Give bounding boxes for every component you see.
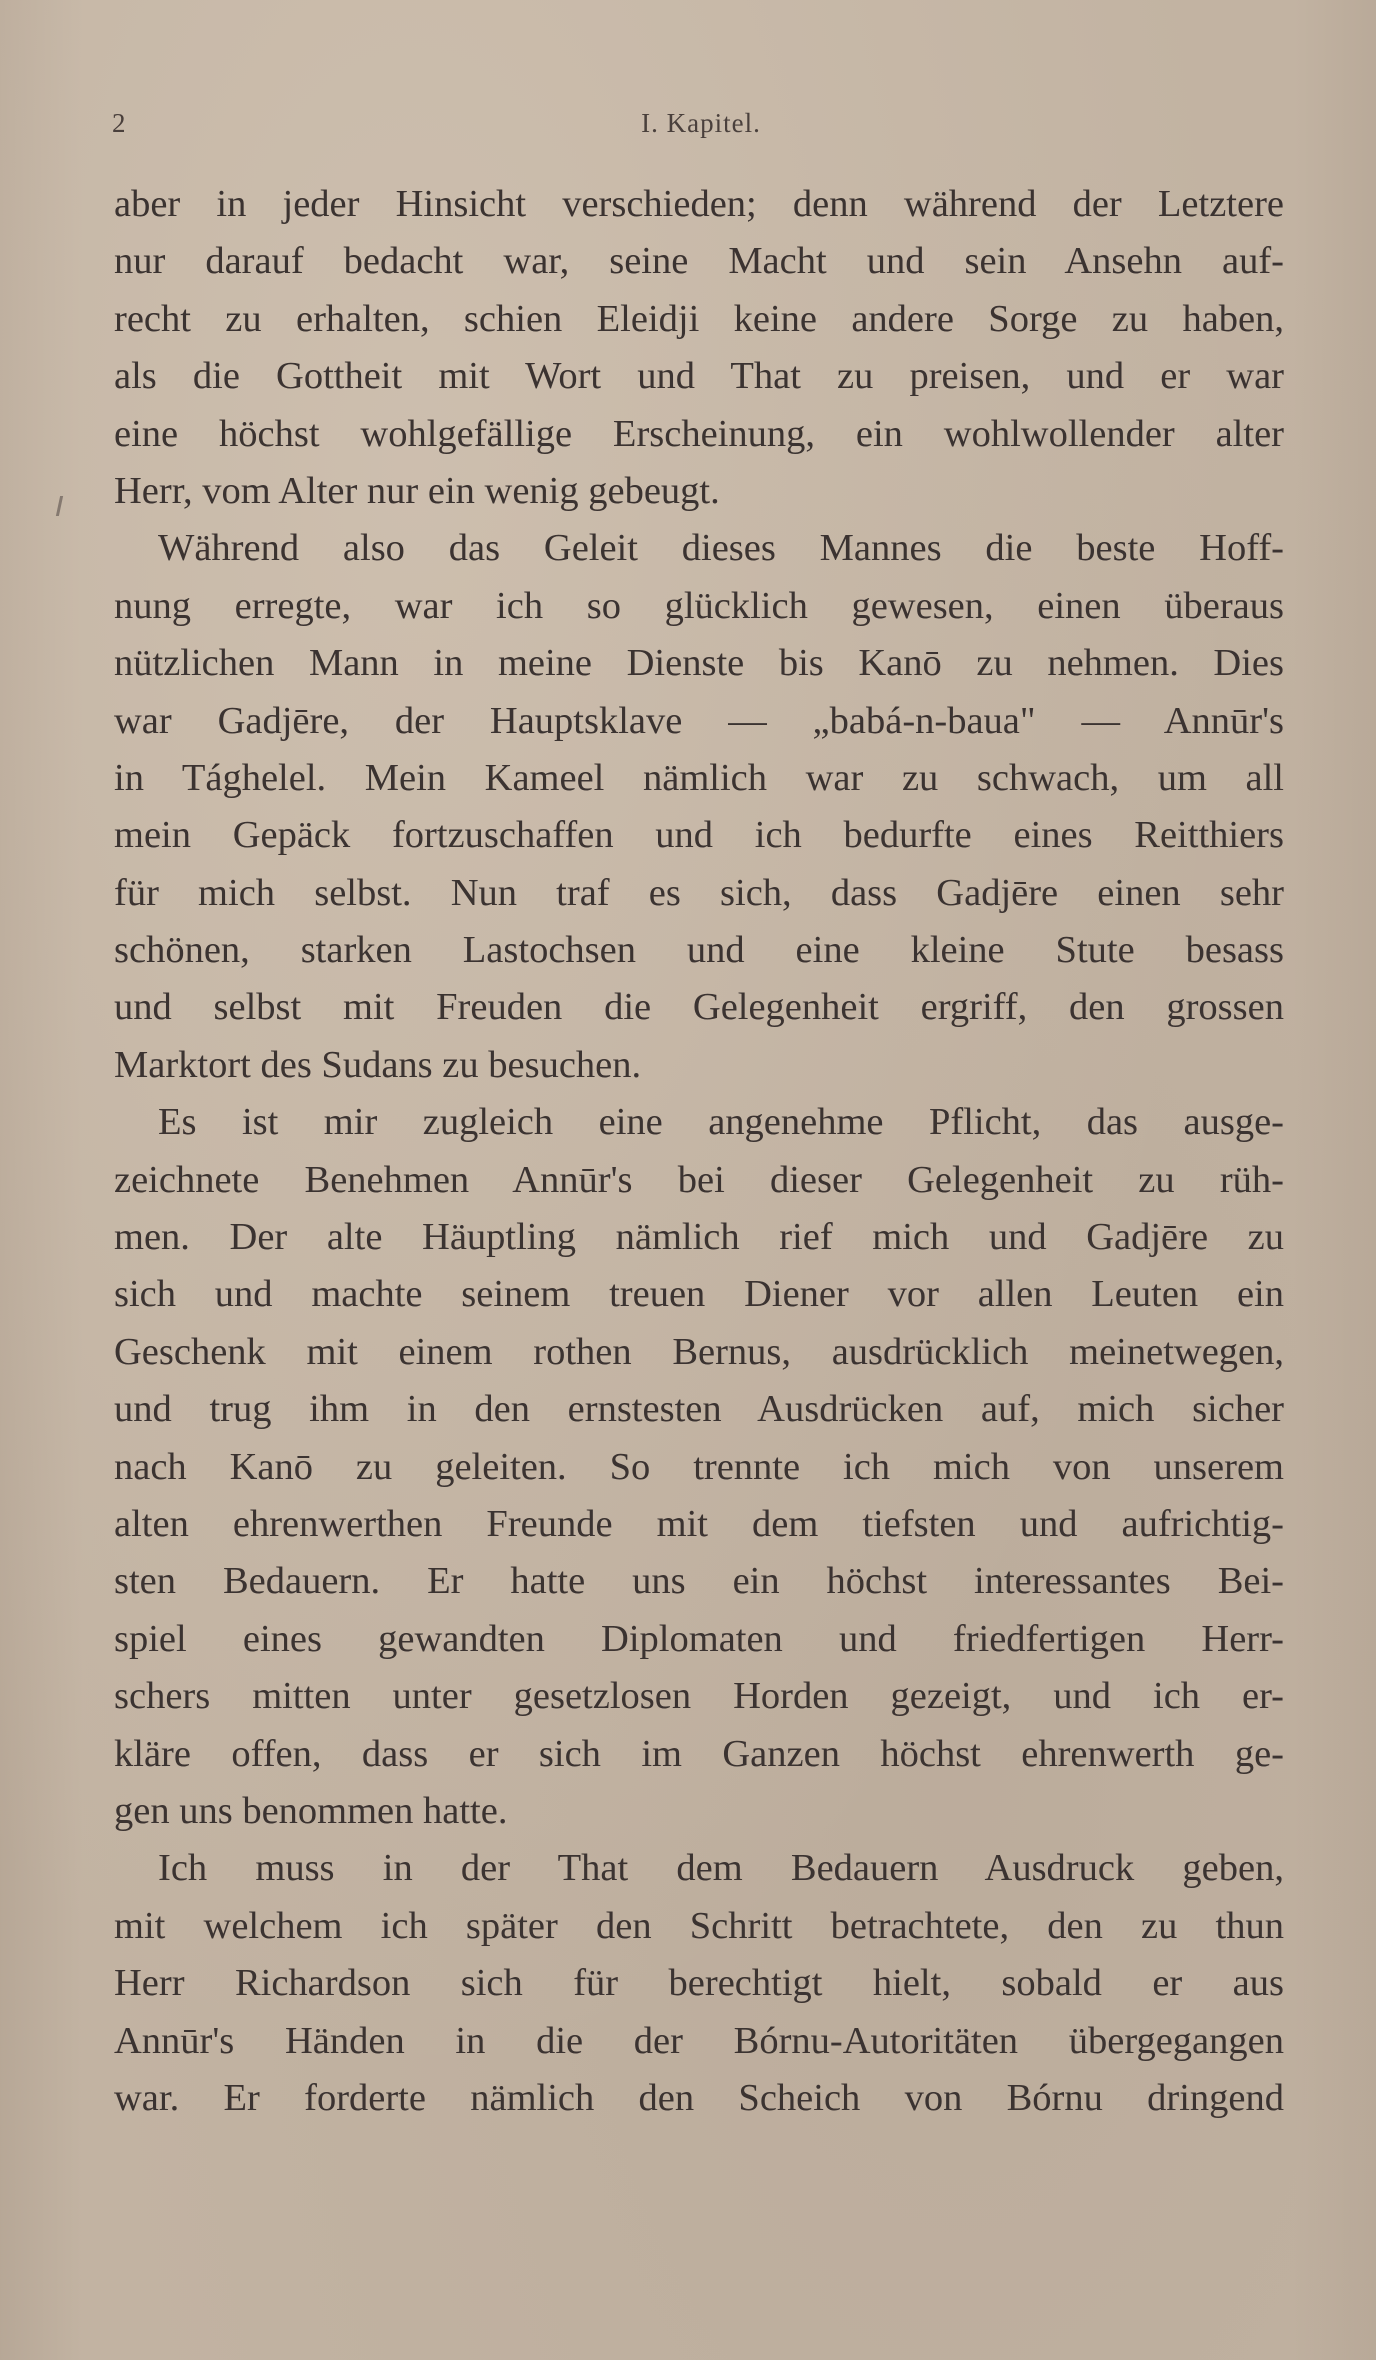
text-line: für mich selbst. Nun traf es sich, dass Gadjēre einen sehr	[114, 871, 1284, 914]
text-line: zeichnete Benehmen Annūr's bei dieser Gelegenheit zu rüh-	[114, 1158, 1284, 1201]
text-line: Während also das Geleit dieses Mannes die beste Hoff-	[158, 527, 1284, 570]
text-line: sich und machte seinem treuen Diener vor allen Leuten ein	[114, 1273, 1284, 1316]
text-line: Herr Richardson sich für berechtigt hielt, sobald er aus	[114, 1962, 1284, 2005]
text-line: kläre offen, dass er sich im Ganzen höchst ehrenwerth ge-	[114, 1732, 1284, 1775]
text-line: Ich muss in der That dem Bedauern Ausdruck geben,	[158, 1847, 1284, 1890]
text-line: war. Er forderte nämlich den Scheich von Bórnu dringend	[114, 2076, 1284, 2119]
text-line: gen uns benommen hatte.	[114, 1789, 508, 1832]
running-head	[112, 108, 1290, 148]
text-line: spiel eines gewandten Diplomaten und friedfertigen Herr-	[114, 1617, 1284, 1660]
margin-mark	[56, 496, 63, 516]
text-line: und selbst mit Freuden die Gelegenheit ergriff, den grossen	[114, 986, 1284, 1029]
text-line: Es ist mir zugleich eine angenehme Pflicht, das ausge-	[158, 1101, 1284, 1144]
body-text	[114, 176, 1284, 2127]
page-number: 2	[112, 108, 127, 138]
text-line: mein Gepäck fortzuschaffen und ich bedurfte eines Reitthiers	[114, 814, 1284, 857]
text-line: Annūr's Händen in die der Bórnu-Autoritäten übergegangen	[114, 2019, 1284, 2062]
text-line: recht zu erhalten, schien Eleidji keine andere Sorge zu haben,	[114, 297, 1284, 340]
text-line: nur darauf bedacht war, seine Macht und sein Ansehn auf-	[114, 240, 1284, 283]
text-line: in Tághelel. Mein Kameel nämlich war zu schwach, um all	[114, 756, 1284, 799]
text-line: mit welchem ich später den Schritt betrachtete, den zu thun	[114, 1904, 1284, 1947]
text-line: alten ehrenwerthen Freunde mit dem tiefsten und aufrichtig-	[114, 1502, 1284, 1545]
text-line: men. Der alte Häuptling nämlich rief mich und Gadjēre zu	[114, 1216, 1284, 1259]
text-line: aber in jeder Hinsicht verschieden; denn während der Letztere	[114, 183, 1284, 225]
text-line: Marktort des Sudans zu besuchen.	[114, 1043, 642, 1086]
text-line: nung erregte, war ich so glücklich gewesen, einen überaus	[114, 584, 1284, 627]
text-line: schönen, starken Lastochsen und eine kleine Stute besass	[114, 929, 1284, 972]
text-line: schers mitten unter gesetzlosen Horden gezeigt, und ich er-	[114, 1675, 1284, 1718]
text-line: nach Kanō zu geleiten. So trennte ich mich von unserem	[114, 1445, 1284, 1488]
text-line: sten Bedauern. Er hatte uns ein höchst interessantes Bei-	[114, 1560, 1284, 1603]
chapter-title: I. Kapitel.	[641, 108, 761, 138]
text-line: nützlichen Mann in meine Dienste bis Kanō zu nehmen. Dies	[114, 642, 1284, 685]
text-line: Herr, vom Alter nur ein wenig gebeugt.	[114, 469, 720, 512]
text-line: Geschenk mit einem rothen Bernus, ausdrücklich meinetwegen,	[114, 1330, 1284, 1373]
text-line: und trug ihm in den ernstesten Ausdrücken auf, mich sicher	[114, 1388, 1284, 1431]
text-line: eine höchst wohlgefällige Erscheinung, ein wohlwollender alter	[114, 412, 1284, 455]
text-line: war Gadjēre, der Hauptsklave — „babá-n-baua" — Annūr's	[114, 699, 1284, 742]
text-line: als die Gottheit mit Wort und That zu preisen, und er war	[114, 355, 1284, 398]
